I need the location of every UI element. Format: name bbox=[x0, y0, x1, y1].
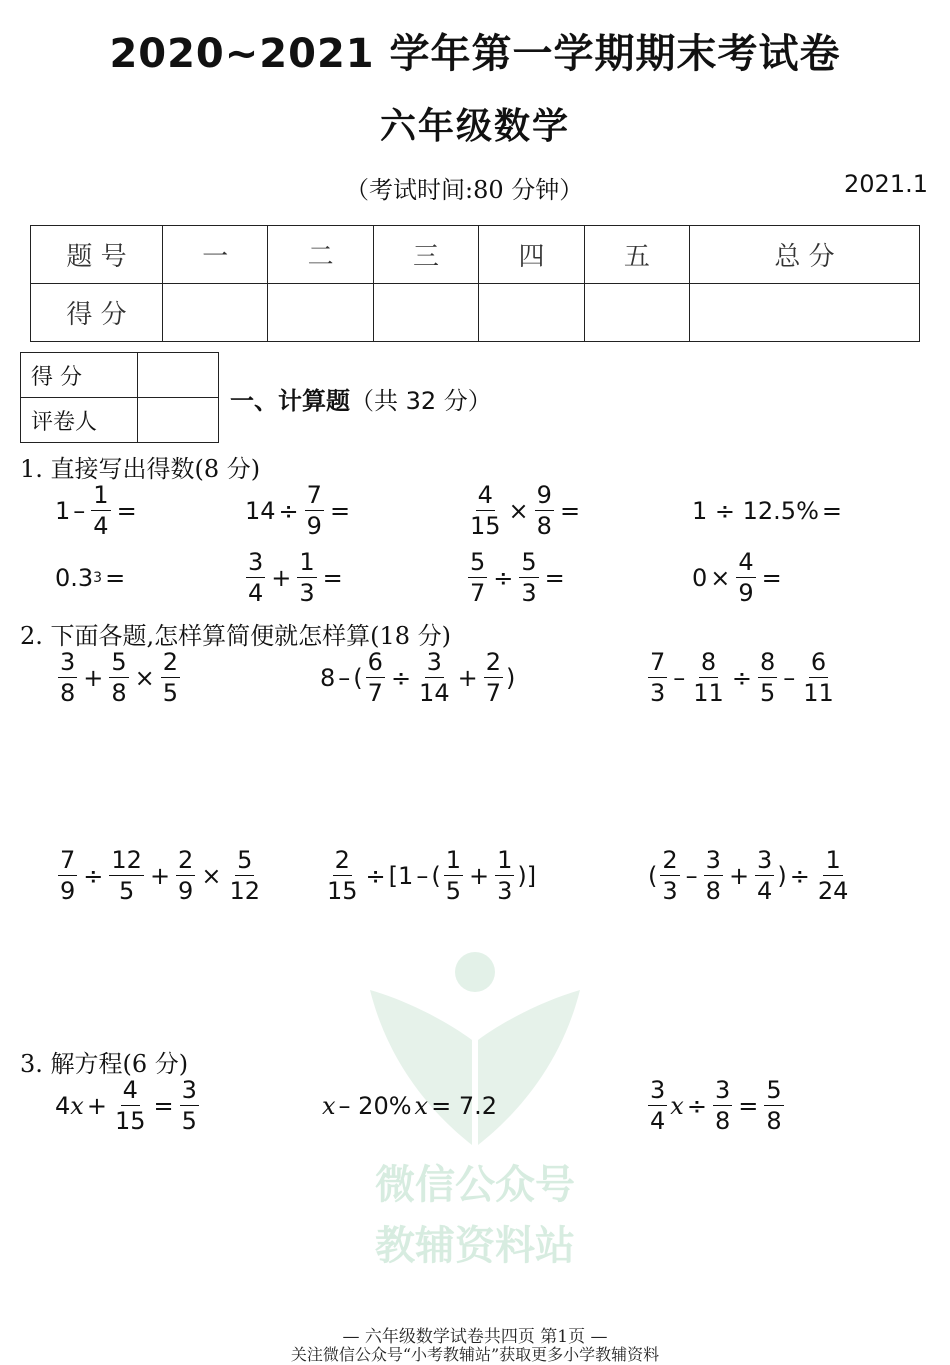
q1-expr-7: $\frac{5}{7}$ ÷ $\frac{5}{3}$ = bbox=[470, 548, 565, 607]
score-table-score-row bbox=[31, 284, 920, 342]
q1-expr-2: 14 ÷ $\frac{7}{9}$ = bbox=[245, 481, 351, 540]
q1-expr-4: 1 ÷ 12.5% = bbox=[692, 497, 842, 525]
watermark-line-2: 教辅资料站 bbox=[375, 1223, 575, 1269]
score-table-row-label: 题 号 bbox=[31, 226, 163, 284]
q1-expr-5: 0.3 3 = bbox=[55, 564, 126, 592]
q2-expr-4: $\frac{7}{9}$ ÷ $\frac{12}{5}$ + $\frac{2}{9}$ × $\frac{5}{12}$ bbox=[60, 846, 260, 905]
q3-equation-1: 4 x + $\frac{4}{15}$ = $\frac{3}{5}$ bbox=[55, 1076, 197, 1135]
score-cell[interactable] bbox=[268, 284, 373, 342]
score-table bbox=[30, 225, 920, 342]
score-cell[interactable] bbox=[163, 284, 268, 342]
score-cell[interactable] bbox=[373, 284, 478, 342]
q2-expr-5: $\frac{2}{15}$ ÷ [ 1 – ( $\frac{1}{5}$ + $\frac{1}{3}$ ) ] bbox=[327, 846, 537, 905]
grader-box bbox=[20, 352, 219, 443]
watermark-line-1: 微信公众号 bbox=[375, 1162, 575, 1208]
grader-label: 评卷人 bbox=[21, 398, 138, 443]
q1-expr-3: $\frac{4}{15}$ × $\frac{9}{8}$ = bbox=[470, 481, 581, 540]
q3-equation-3: $\frac{3}{4}$ x ÷ $\frac{3}{8}$ = $\frac{5}{8}$ bbox=[650, 1076, 782, 1135]
section-heading-text: 一、计算题 bbox=[230, 387, 350, 415]
section-heading bbox=[230, 381, 492, 416]
q1-expr-6: $\frac{3}{4}$ + $\frac{1}{3}$ = bbox=[248, 548, 343, 607]
page-footer: — 六年级数学试卷共四页 第1页 — bbox=[342, 1327, 608, 1347]
question-3-title: 3. 解方程(6 分) bbox=[20, 1050, 189, 1078]
exam-subtitle: 六年级数学 bbox=[379, 106, 570, 147]
score-table-col: 二 bbox=[268, 226, 373, 284]
score-cell[interactable] bbox=[479, 284, 584, 342]
q3-equation-2: x – 20% x = 7.2 bbox=[322, 1092, 497, 1120]
q2-expr-3: $\frac{7}{3}$ – $\frac{8}{11}$ ÷ $\frac{8}{5}$ – $\frac{6}{11}$ bbox=[650, 648, 834, 707]
grader-name-cell[interactable] bbox=[138, 398, 219, 443]
score-cell[interactable] bbox=[584, 284, 689, 342]
score-table-col: 三 bbox=[373, 226, 478, 284]
score-table-col: 总 分 bbox=[690, 226, 920, 284]
score-table-col: 一 bbox=[163, 226, 268, 284]
promo-footer: 关注微信公众号“小考教辅站”获取更多小学教辅资料 bbox=[290, 1345, 660, 1364]
exam-title: 2020~2021 学年第一学期期末考试卷 bbox=[109, 31, 841, 77]
q2-expr-6: ( $\frac{2}{3}$ – $\frac{3}{8}$ + $\frac{3}{4}$ ) ÷ $\frac{1}{24}$ bbox=[648, 846, 849, 905]
question-2-title: 2. 下面各题,怎样算简便就怎样算(18 分) bbox=[20, 622, 452, 650]
score-table-col: 五 bbox=[584, 226, 689, 284]
score-table-row-label: 得 分 bbox=[31, 284, 163, 342]
q1-expr-8: 0 × $\frac{4}{9}$ = bbox=[692, 548, 782, 607]
watermark-logo bbox=[360, 950, 590, 1150]
score-table-header-row bbox=[31, 226, 920, 284]
grader-score-cell[interactable] bbox=[138, 353, 219, 398]
section-heading-points: （共 32 分） bbox=[350, 387, 492, 415]
exam-date: 2021.1 bbox=[844, 170, 928, 198]
score-cell[interactable] bbox=[690, 284, 920, 342]
q2-expr-2: 8 – ( $\frac{6}{7}$ ÷ $\frac{3}{14}$ + $\frac{2}{7}$ ) bbox=[320, 648, 516, 707]
grader-label: 得 分 bbox=[21, 353, 138, 398]
exam-time: （考试时间:80 分钟） bbox=[345, 176, 584, 204]
q2-expr-1: $\frac{3}{8}$ + $\frac{5}{8}$ × $\frac{2}{5}$ bbox=[60, 648, 179, 707]
score-table-col: 四 bbox=[479, 226, 584, 284]
question-1-title: 1. 直接写出得数(8 分) bbox=[20, 455, 261, 483]
q1-expr-1: 1 – $\frac{1}{4}$ = bbox=[55, 481, 137, 540]
